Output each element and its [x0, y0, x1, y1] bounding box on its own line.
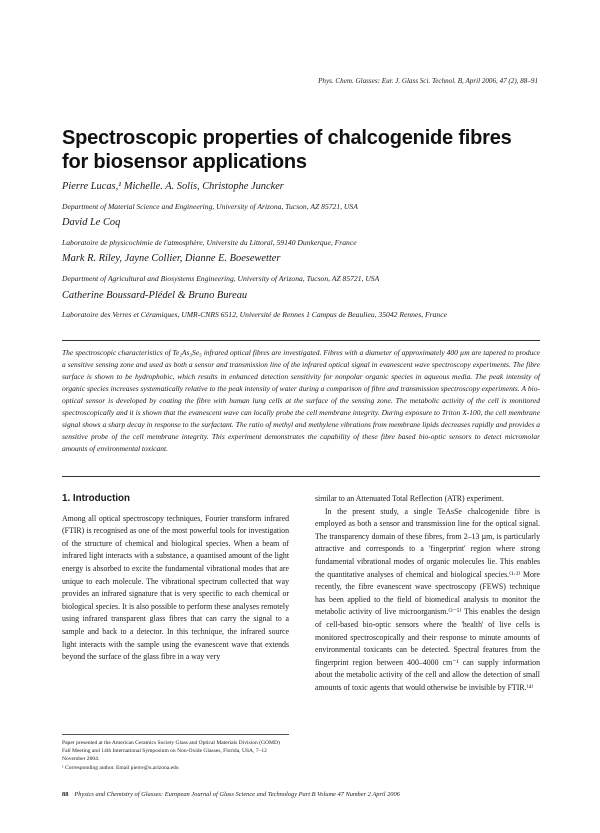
left-column [62, 493, 289, 664]
footer-journal-text: Physics and Chemistry of Glasses: European Journal of Glass Science and Technology Part B Volume 47 Number 2 April 2006 [74, 791, 400, 798]
article-title: Spectroscopic properties of chalcogenide fibres for biosensor applications [62, 127, 512, 173]
author-line-3: Mark R. Riley, Jayne Collier, Dianne E. Boesewetter [62, 253, 281, 264]
intro-paragraph-2: In the present study, a single TeAsSe chalcogenide fibre is employed as both a sensor and transmission line for the optical signal. The transparency domain of these fibres, from 2–13 µm, is particularly attractive and corresponds to a 'fingerprint' region where strong fundamental vibrational modes of organic molecules lie. This enables the quantitative analyses of chemical and biological species.⁽¹·²⁾ More recently, the fibre evanescent wave spectroscopy (FEWS) technique has been applied to the field of biomedical analysis to monitor the metabolic activity of live microorganism.⁽³⁻⁵⁾ This enables the design of cell-based bio-optic sensors where the 'health' of live cells is monitored spectroscopically and their response to minute amounts of environmental toxicants can be detected. Spectral features from the fingerprint region between 400–4000 cm⁻¹ can supply information about the metabolic activity of the cell and allow the detection of small amounts of toxic agents that would otherwise be invisible by FTIR.⁽⁴⁾ [315, 506, 540, 692]
right-column [315, 493, 540, 695]
footnote-conference: Paper presented at the American Ceramics Society Glass and Optical Materials Division (GOMD) Fall Meeting and 14th International Symposium on Non-Oxide Glasses, Florida, USA, 7–12 November 2004. [62, 740, 280, 763]
affiliation-2: Laboratoire de physicochimie de l'atmosphère, Universite du Littoral, 59140 Dunkerque, France [62, 238, 357, 247]
footnote [62, 739, 289, 772]
journal-reference: Phys. Chem. Glasses: Eur. J. Glass Sci. Technol. B, April 2006, 47 (2), 88–91 [318, 77, 538, 85]
footnote-rule [62, 734, 289, 735]
intro-paragraph-1-continued: similar to an Attenuated Total Reflection (ATR) experiment. [315, 494, 504, 503]
affiliation-3: Department of Agricultural and Biosystems Engineering, University of Arizona, Tucson, AZ 85721, USA [62, 274, 380, 283]
abstract-top-rule [62, 340, 540, 341]
abstract-bottom-rule [62, 476, 540, 477]
abstract: The spectroscopic characteristics of Te₂As₃Se₅ infrared optical fibres are investigated. Fibres with a diameter of approximately 400 µm are tapered to produce a sensitive sensing zone and used as both a sensor and transmission line of the infrared optical signal in evanescent wave spectroscopy experiments. The fibre surface is shown to be hydrophobic, which results in enhanced detection sensitivity for nonpolar organic species in aqueous media. The peak intensity of organic species increases systematically relative to the peak intensity of water during a comparison of fibre and transmission spectroscopy experiments. A bio-optical sensor is developed by coating the fibre with human lung cells at the surface of the sensing zone. The metabolic activity of the cell is monitored spectroscopically and it is shown that the evanescent wave can locally probe the cell membrane integrity. During exposure to Triton X-100, the cell membrane signal shows a sharp decay in response to the surfactant. The ratio of methyl and methylene vibrations from membrane lipids decreases rapidly and provides a sensitive probe of the cell membrane integrity. This experiment demonstrates the capability of these fibre based bio-optic sensors to detect micromolar amounts of environmental toxicant. [62, 348, 540, 454]
affiliation-4: Laboratoire des Verres et Céramiques, UMR-CNRS 6512, Université de Rennes 1 Campus de Beaulieu, 35042 Rennes, France [62, 310, 447, 319]
section-heading-introduction: 1. Introduction [62, 493, 131, 504]
author-line-4: Catherine Boussard-Plédel & Bruno Bureau [62, 290, 248, 301]
footnote-corresponding-author: ¹ Corresponding author. Email pierre@u.arizona.edu [62, 764, 179, 771]
author-line-1: Pierre Lucas,¹ Michelle. A. Solis, Christophe Juncker [62, 181, 284, 192]
affiliation-1: Department of Material Science and Engineering, University of Arizona, Tucson, AZ 85721, USA [62, 202, 358, 211]
page-number: 88 [62, 791, 69, 798]
intro-paragraph-1: Among all optical spectroscopy techniques, Fourier transform infrared (FTIR) is recognised as one of the most powerful tools for investigation of the structure of chemical and biological species. When a beam of infrared light interacts with a substance, a quantised amount of the light energy is absorbed to excite the fundamental vibrational modes that are unique to each molecule. The vibrational spectrum collected that way provides an infrared signature that is very specific to each chemical or biological species. It is also possible to perform these analyses remotely using infrared transparent glass fibres that can carry the signal to a sample and back to a detector. In this technique, the infrared source light interacts with the sample using the evanescent wave that extends beyond the surface of the glass fibre in a way very [62, 513, 289, 662]
page-footer [62, 791, 540, 798]
author-line-2: David Le Coq [62, 217, 121, 228]
